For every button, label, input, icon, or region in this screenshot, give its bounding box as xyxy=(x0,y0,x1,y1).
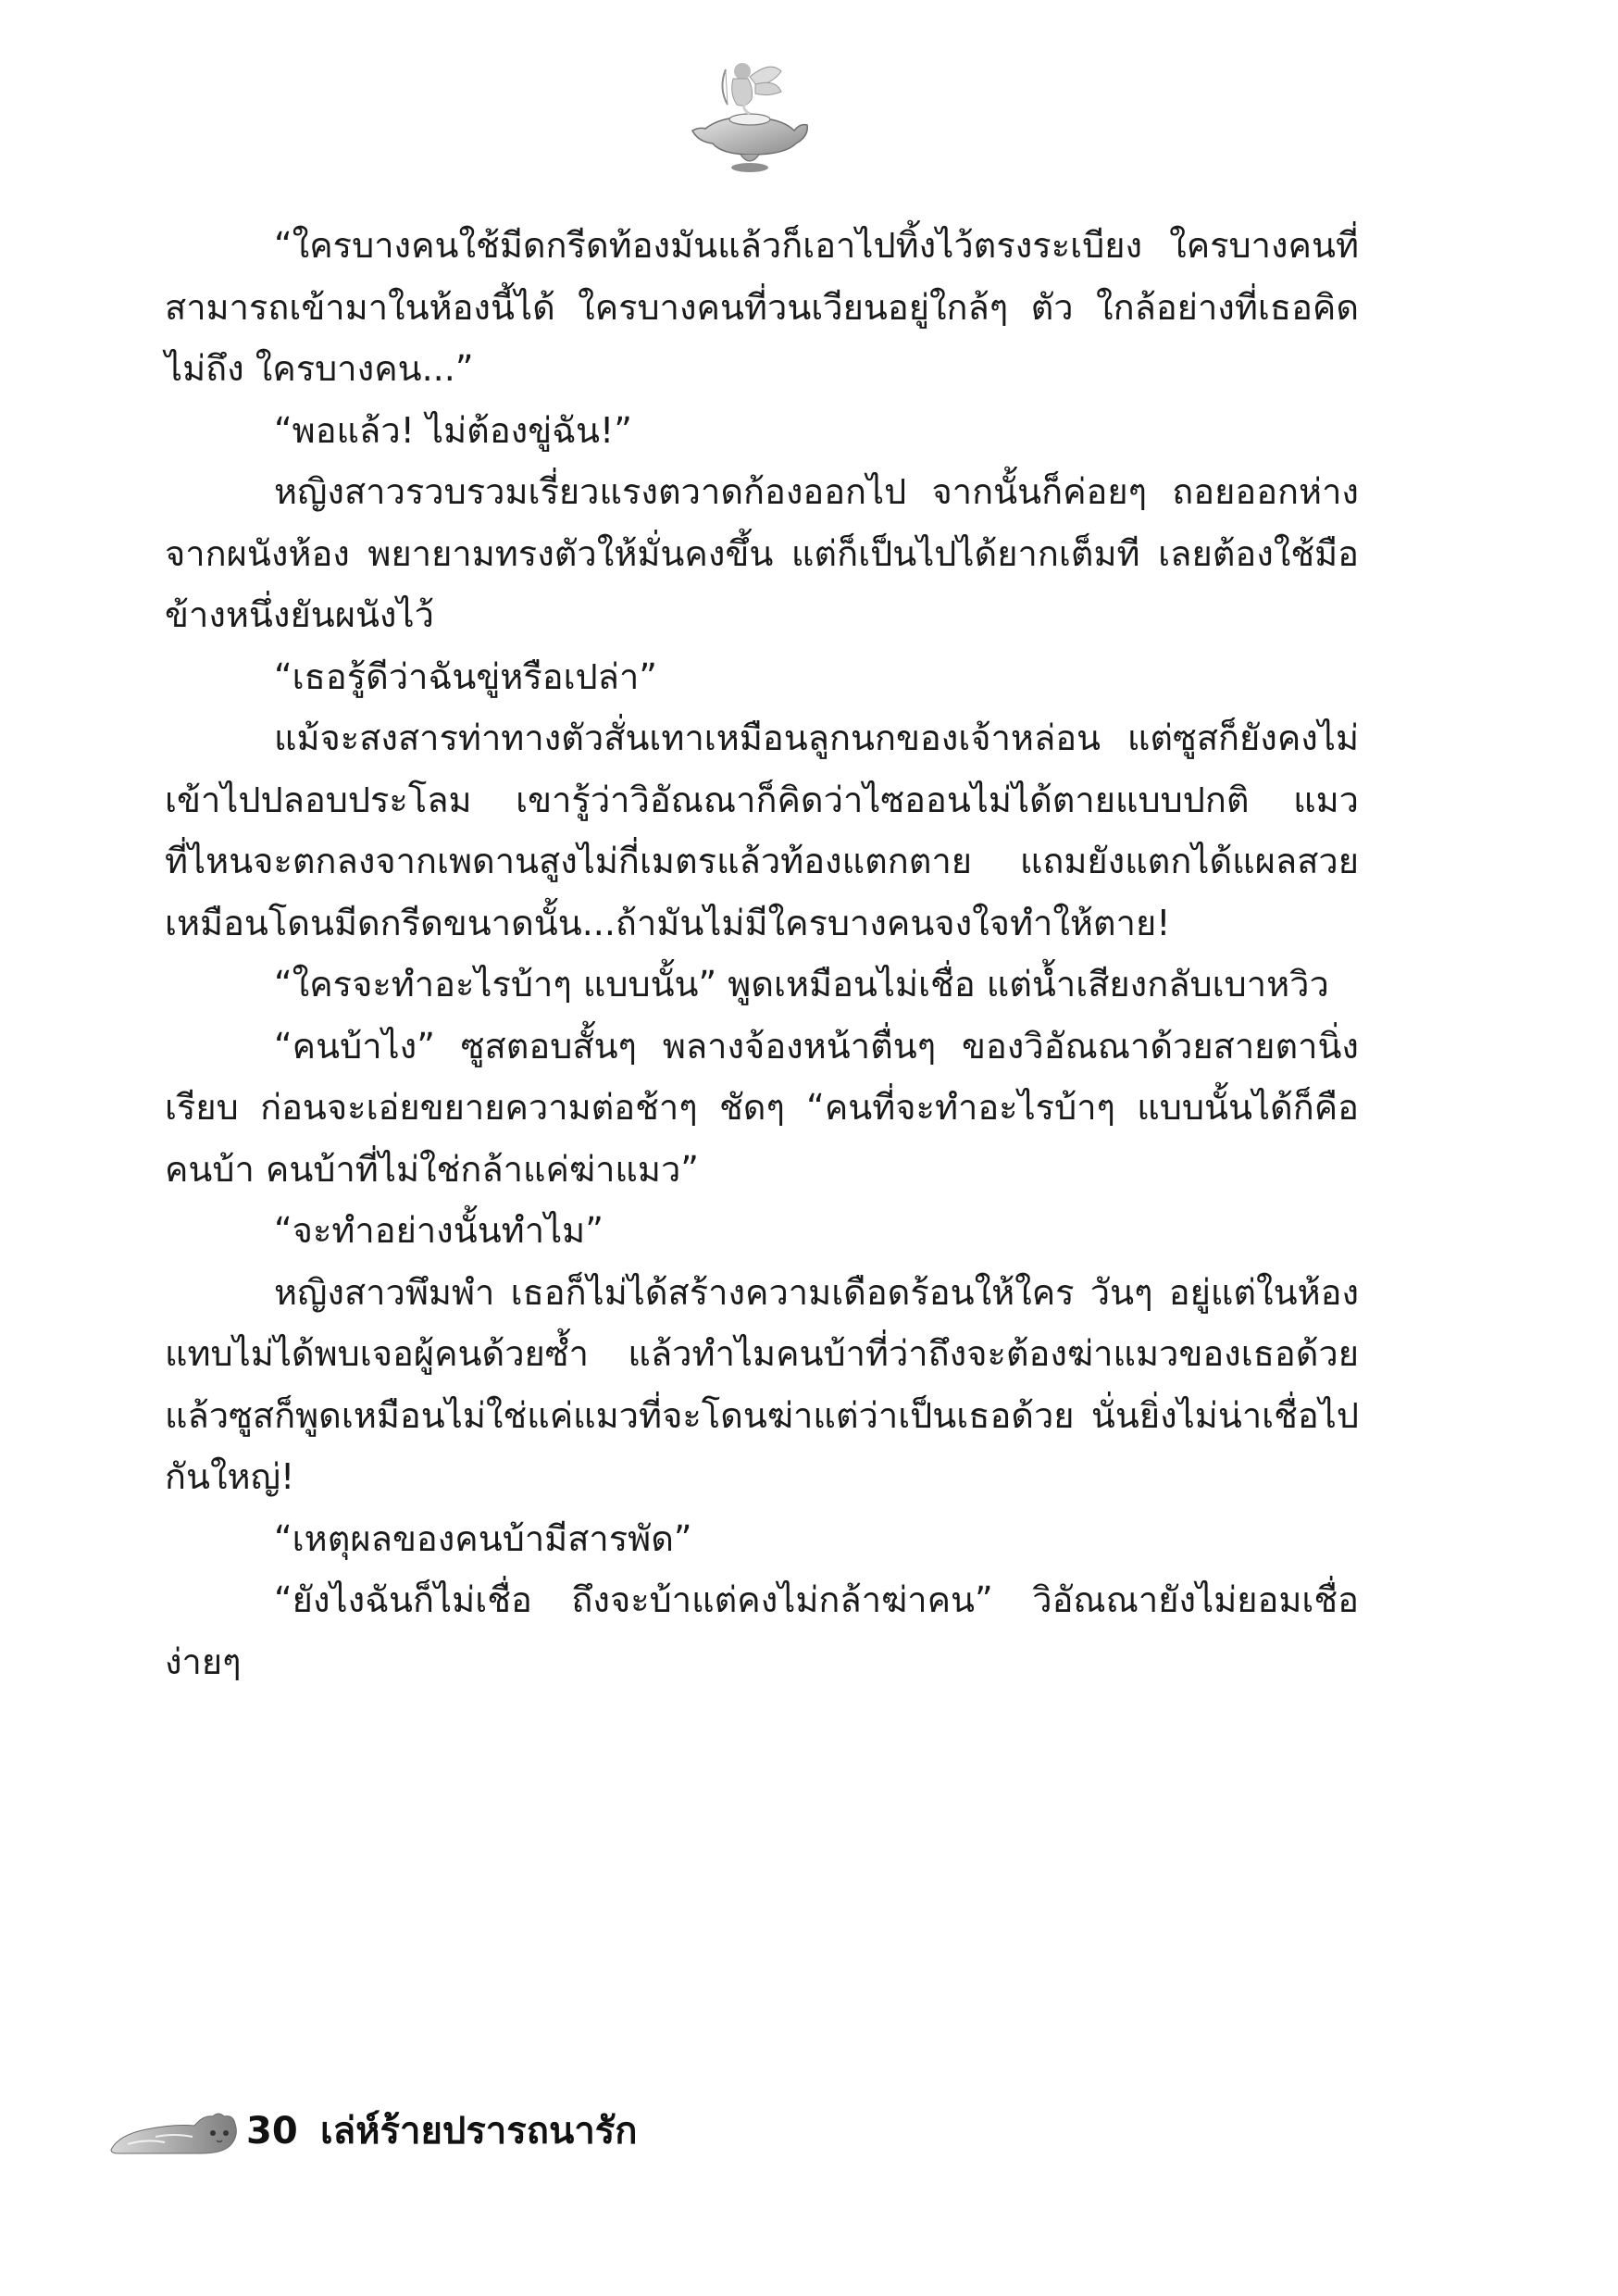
paragraph: “เธอรู้ดีว่าฉันขู่หรือเปล่า” xyxy=(274,655,657,697)
paragraph: “คนบ้าไง” ซูสตอบสั้นๆ พลางจ้องหน้าตื่นๆ ของวิอัณณาด้วยสายตานิ่งเรียบ ก่อนจะเอ่ยขยายความต่อช้าๆ ชัดๆ “คนที่จะทำอะไรบ้าๆ แบบนั้นได้ก็คือคนบ้า คนบ้าที่ไม่ใช่กล้าแค่ฆ่าแมว” xyxy=(165,1025,1359,1190)
page-footer xyxy=(109,2100,1035,2165)
paragraph: “เหตุผลของคนบ้ามีสารพัด” xyxy=(274,1517,692,1559)
paragraph: “ใครบางคนใช้มีดกรีดท้องมันแล้วก็เอาไปทิ้งไว้ตรงระเบียง ใครบางคนที่สามารถเข้ามาในห้องนี้ได้ ใครบางคนที่วนเวียนอยู่ใกล้ๆ ตัว ใกล้อย่างที่เธอคิดไม่ถึง ใครบางคน...” xyxy=(165,225,1359,389)
chapter-body xyxy=(165,215,1359,1692)
lamp-with-cupid-ornament-icon xyxy=(685,51,815,181)
paragraph: “พอแล้ว! ไม่ต้องขู่ฉัน!” xyxy=(274,409,632,451)
page-number: 30 xyxy=(246,2110,298,2152)
paragraph: “จะทำอย่างนั้นทำไม” xyxy=(274,1210,604,1251)
paragraph: แม้จะสงสารท่าทางตัวสั่นเทาเหมือนลูกนกของเจ้าหล่อน แต่ซูสก็ยังคงไม่เข้าไปปลอบประโลม เขารู้ว่าวิอัณณาก็คิดว่าไซออนไม่ได้ตายแบบปกติ แมวที่ไหนจะตกลงจากเพดานสูงไม่กี่เมตรแล้วท้องแตกตาย แถมยังแตกได้แผลสวยเหมือนโดนมีดกรีดขนาดนั้น...ถ้ามันไม่มีใครบางคนจงใจทำให้ตาย! xyxy=(165,718,1359,943)
persian-cat-icon xyxy=(109,2107,239,2155)
paragraph: “ใครจะทำอะไรบ้าๆ แบบนั้น” พูดเหมือนไม่เชื่อ แต่น้ำเสียงกลับเบาหวิว xyxy=(274,964,1329,1004)
paragraph: หญิงสาวพึมพำ เธอก็ไม่ได้สร้างความเดือดร้อนให้ใคร วันๆ อยู่แต่ในห้อง แทบไม่ได้พบเจอผู้คนด้วยซ้ำ แล้วทำไมคนบ้าที่ว่าถึงจะต้องฆ่าแมวของเธอด้วย แล้วซูสก็พูดเหมือนไม่ใช่แค่แมวที่จะโดนฆ่าแต่ว่าเป็นเธอด้วย นั่นยิ่งไม่น่าเชื่อไปกันใหญ่! xyxy=(165,1271,1359,1497)
book-title: เล่ห์ร้ายปรารถนารัก xyxy=(320,2110,638,2152)
paragraph: “ยังไงฉันก็ไม่เชื่อ ถึงจะบ้าแต่คงไม่กล้าฆ่าคน” วิอัณณายังไม่ยอมเชื่อง่ายๆ xyxy=(165,1579,1359,1682)
paragraph: หญิงสาวรวบรวมเรี่ยวแรงตวาดก้องออกไป จากนั้นก็ค่อยๆ ถอยออกห่างจากผนังห้อง พยายามทรงตัวให้มั่นคงขึ้น แต่ก็เป็นไปได้ยากเต็มที เลยต้องใช้มือข้างหนึ่งยันผนังไว้ xyxy=(165,471,1359,635)
